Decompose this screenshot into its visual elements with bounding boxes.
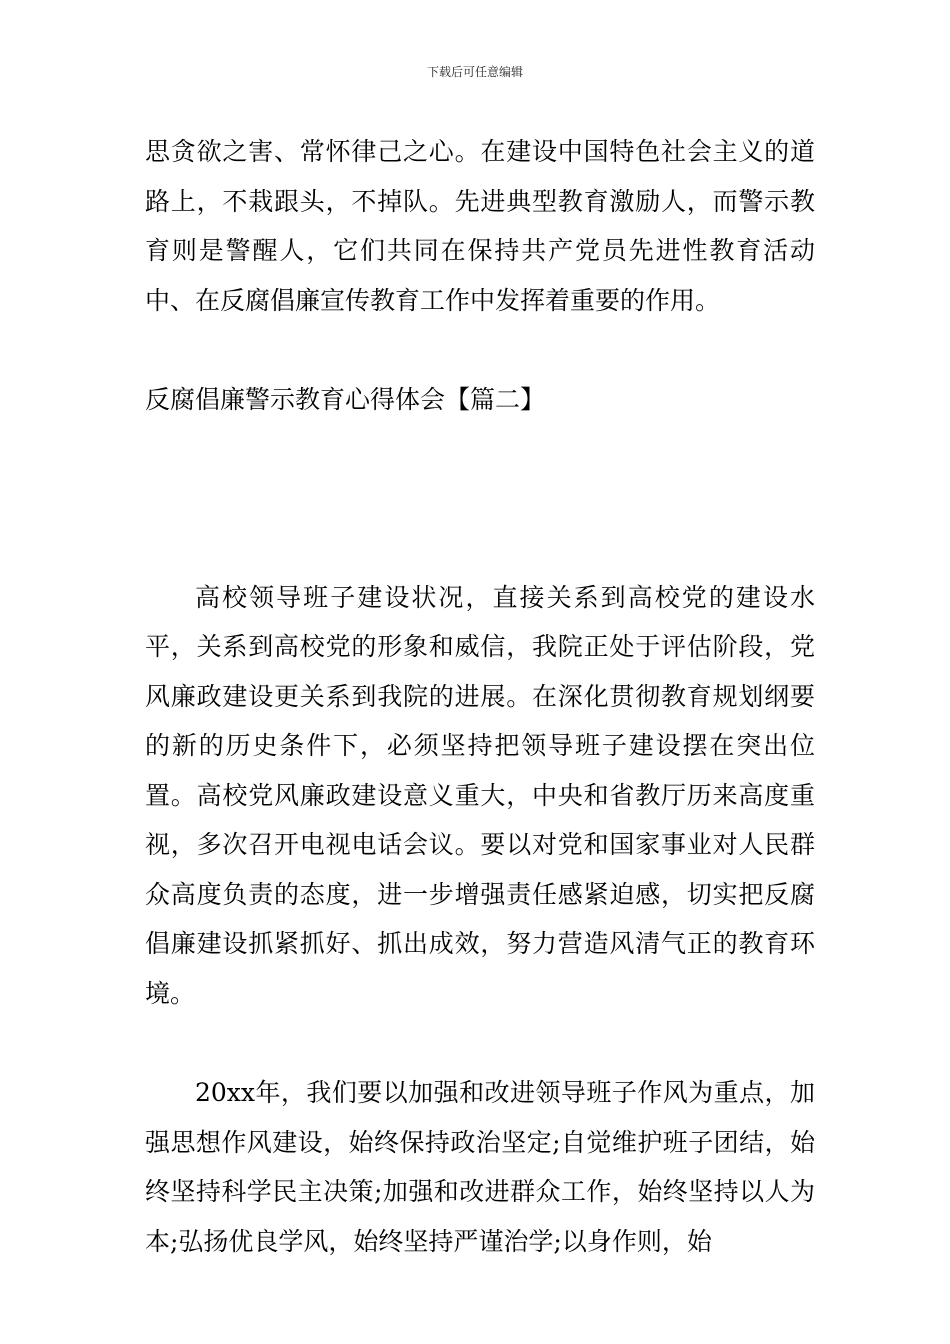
- paragraph-year-plan: 20xx年，我们要以加强和改进领导班子作风为重点，加强思想作风建设，始终保持政治坚定;自觉维护班子团结，始终坚持科学民主决策;加强和改进群众工作，始终坚持以人为本;弘扬优良学风，始终坚持严谨治学;以身作则，始: [145, 1078, 815, 1256]
- document-body: [145, 127, 815, 1266]
- section-heading: 反腐倡廉警示教育心得体会【篇二】: [145, 385, 546, 414]
- page-header-note: 下载后可任意编辑: [426, 65, 523, 79]
- paragraph-leadership: 高校领导班子建设状况，直接关系到高校党的建设水平，关系到高校党的形象和威信，我院正处于评估阶段，党风廉政建设更关系到我院的进展。在深化贯彻教育规划纲要的新的历史条件下，必须坚持把领导班子建设摆在突出位置。高校党风廉政建设意义重大，中央和省教厅历来高度重视，多次召开电视电话会议。要以对党和国家事业对人民群众高度负责的态度，进一步增强责任感紧迫感，切实把反腐倡廉建设抓紧抓好、抓出成效，努力营造风清气正的教育环境。: [145, 582, 815, 1008]
- paragraph-continued: 思贪欲之害、常怀律己之心。在建设中国特色社会主义的道路上，不栽跟头，不掉队。先进典型教育激励人，而警示教育则是警醒人，它们共同在保持共产党员先进性教育活动中、在反腐倡廉宣传教育工作中发挥着重要的作用。: [145, 137, 815, 315]
